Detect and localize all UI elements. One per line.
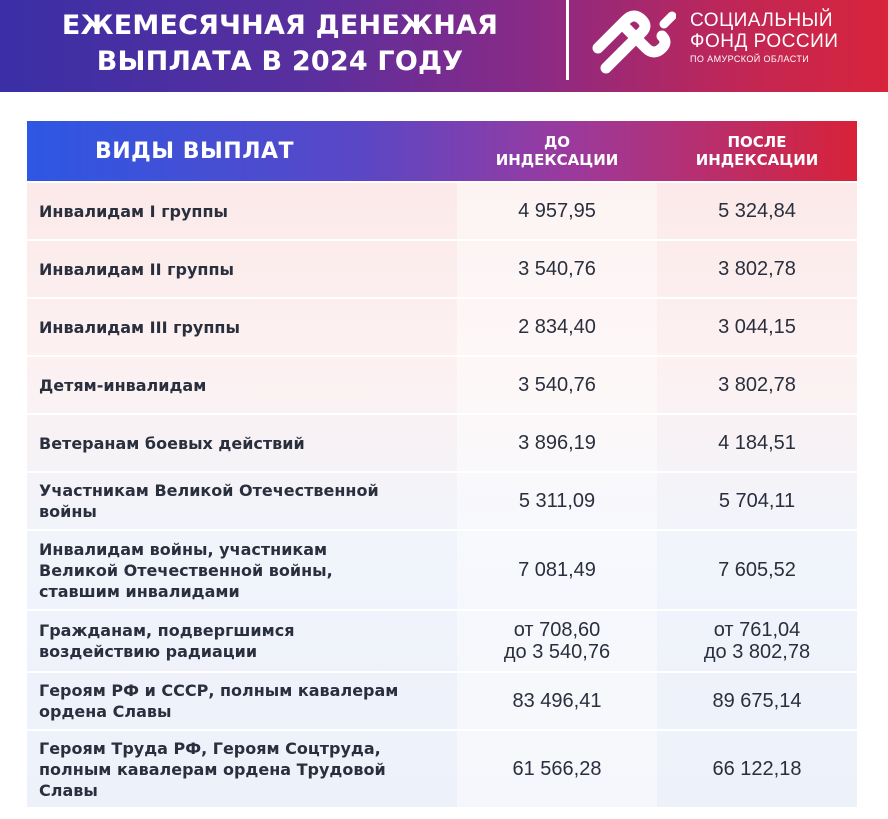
table-row bbox=[27, 609, 857, 671]
before-indexation-cell-line: 4 957,95 bbox=[518, 200, 596, 222]
sfr-logo-icon bbox=[592, 4, 676, 76]
payment-type-cell-line: Славы bbox=[39, 780, 98, 800]
brand-line-2: ФОНД РОССИИ bbox=[690, 31, 839, 52]
after-indexation-cell bbox=[657, 357, 857, 413]
header-divider bbox=[566, 0, 569, 80]
before-indexation-cell-line: 3 540,76 bbox=[518, 374, 596, 396]
payment-type-cell-line: полным кавалерам ордена Трудовой bbox=[39, 759, 386, 779]
after-indexation-cell-line: от 761,04 bbox=[713, 619, 801, 641]
header-after-indexation bbox=[657, 121, 857, 181]
brand-name bbox=[690, 10, 838, 65]
after-indexation-cell-line: 5 324,84 bbox=[718, 200, 796, 222]
after-indexation-cell bbox=[657, 183, 857, 239]
header-before-line-1: ДО bbox=[543, 133, 571, 151]
after-indexation-cell bbox=[657, 473, 857, 529]
before-indexation-cell bbox=[457, 673, 657, 729]
header-banner bbox=[0, 0, 888, 92]
table-row bbox=[27, 729, 857, 807]
before-indexation-cell-line: 3 896,19 bbox=[518, 432, 596, 454]
payment-type-cell-line: Великой Отечественной войны, bbox=[39, 560, 333, 580]
payment-type-cell bbox=[27, 611, 457, 671]
after-indexation-cell bbox=[657, 731, 857, 807]
payment-type-cell-line: воздействию радиации bbox=[39, 642, 258, 661]
header-after-line-2: ИНДЕКСАЦИИ bbox=[695, 151, 819, 169]
before-indexation-cell bbox=[457, 299, 657, 355]
payment-type-cell bbox=[27, 415, 457, 471]
table-row bbox=[27, 239, 857, 297]
before-indexation-cell-line: 2 834,40 bbox=[518, 316, 596, 338]
header-before-line-2: ИНДЕКСАЦИИ bbox=[495, 151, 619, 169]
table-row bbox=[27, 355, 857, 413]
page-title-line-2: ВЫПЛАТА В 2024 ГОДУ bbox=[96, 46, 464, 77]
before-indexation-cell bbox=[457, 611, 657, 671]
after-indexation-cell-line: 66 122,18 bbox=[712, 758, 802, 780]
table-row bbox=[27, 529, 857, 609]
before-indexation-cell bbox=[457, 357, 657, 413]
payment-type-cell-line: Участникам Великой Отечественной bbox=[39, 481, 379, 500]
after-indexation-cell bbox=[657, 611, 857, 671]
payment-type-cell bbox=[27, 531, 457, 609]
table-header bbox=[27, 121, 857, 181]
payment-type-cell-line: войны bbox=[39, 502, 97, 521]
before-indexation-cell bbox=[457, 531, 657, 609]
payment-type-cell-line: Героям РФ и СССР, полным кавалерам bbox=[39, 681, 399, 700]
before-indexation-cell-line: 3 540,76 bbox=[518, 258, 596, 280]
before-indexation-cell-line: 83 496,41 bbox=[512, 690, 602, 712]
brand-line-1: СОЦИАЛЬНЫЙ bbox=[690, 10, 834, 31]
payments-table bbox=[27, 121, 857, 807]
brand-line-3: ПО АМУРСКОЙ ОБЛАСТИ bbox=[690, 54, 810, 64]
payment-type-cell bbox=[27, 357, 457, 413]
payment-type-cell bbox=[27, 183, 457, 239]
payment-type-cell bbox=[27, 299, 457, 355]
before-indexation-cell-line: 5 311,09 bbox=[518, 490, 596, 512]
payment-type-cell bbox=[27, 673, 457, 729]
after-indexation-cell-line: до 3 802,78 bbox=[703, 641, 811, 663]
header-payment-type: ВИДЫ ВЫПЛАТ bbox=[95, 138, 295, 164]
payment-type-cell-line: Инвалидам войны, участникам bbox=[39, 539, 328, 559]
after-indexation-cell bbox=[657, 299, 857, 355]
payment-type-cell-line: ордена Славы bbox=[39, 702, 172, 721]
payment-type-cell-line: Инвалидам I группы bbox=[39, 201, 229, 221]
after-indexation-cell-line: 3 802,78 bbox=[718, 258, 796, 280]
after-indexation-cell-line: 3 802,78 bbox=[718, 374, 796, 396]
after-indexation-cell-line: 3 044,15 bbox=[718, 316, 796, 338]
payment-type-cell bbox=[27, 731, 457, 807]
page-title bbox=[30, 8, 530, 80]
table-row bbox=[27, 413, 857, 471]
before-indexation-cell-line: 61 566,28 bbox=[512, 758, 602, 780]
payment-type-cell-line: Инвалидам II группы bbox=[39, 259, 234, 279]
payment-type-cell bbox=[27, 241, 457, 297]
table-body bbox=[27, 181, 857, 807]
table-row bbox=[27, 297, 857, 355]
after-indexation-cell-line: 4 184,51 bbox=[718, 432, 796, 454]
payment-type-cell-line: ставшим инвалидами bbox=[39, 581, 240, 601]
before-indexation-cell-line: до 3 540,76 bbox=[503, 641, 611, 663]
header-before-indexation bbox=[457, 121, 657, 181]
after-indexation-cell bbox=[657, 241, 857, 297]
before-indexation-cell bbox=[457, 473, 657, 529]
header-after-line-1: ПОСЛЕ bbox=[727, 133, 787, 151]
after-indexation-cell bbox=[657, 531, 857, 609]
after-indexation-cell-line: 5 704,11 bbox=[718, 490, 796, 512]
payment-type-cell-line: Ветеранам боевых действий bbox=[39, 433, 305, 453]
payment-type-cell bbox=[27, 473, 457, 529]
payment-type-cell-line: Гражданам, подвергшимся bbox=[39, 621, 295, 640]
before-indexation-cell bbox=[457, 241, 657, 297]
before-indexation-cell bbox=[457, 415, 657, 471]
payment-type-cell-line: Инвалидам III группы bbox=[39, 317, 240, 337]
after-indexation-cell-line: 7 605,52 bbox=[718, 559, 796, 581]
payment-type-cell-line: Героям Труда РФ, Героям Соцтруда, bbox=[39, 738, 381, 758]
page-title-line-1: ЕЖЕМЕСЯЧНАЯ ДЕНЕЖНАЯ bbox=[61, 10, 499, 41]
table-row bbox=[27, 181, 857, 239]
after-indexation-cell-line: 89 675,14 bbox=[712, 690, 802, 712]
before-indexation-cell bbox=[457, 731, 657, 807]
after-indexation-cell bbox=[657, 415, 857, 471]
before-indexation-cell-line: от 708,60 bbox=[513, 619, 601, 641]
before-indexation-cell bbox=[457, 183, 657, 239]
payment-type-cell-line: Детям-инвалидам bbox=[39, 375, 207, 395]
table-row bbox=[27, 471, 857, 529]
table-row bbox=[27, 671, 857, 729]
before-indexation-cell-line: 7 081,49 bbox=[518, 559, 596, 581]
after-indexation-cell bbox=[657, 673, 857, 729]
